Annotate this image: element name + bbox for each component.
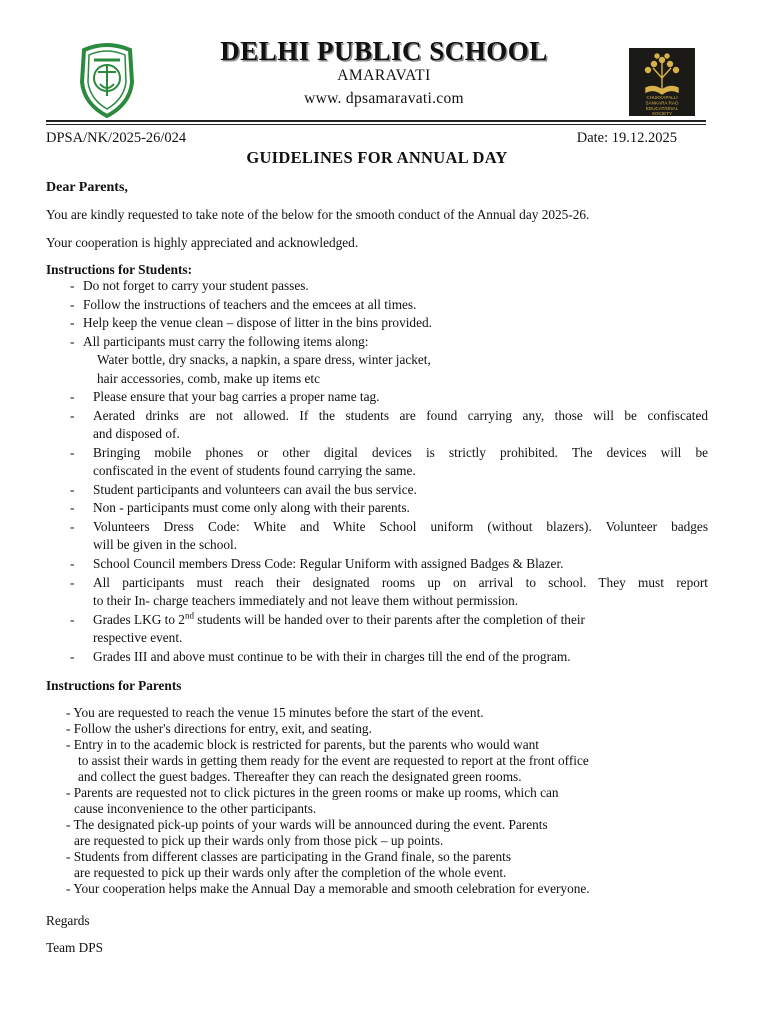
student-instruction: All participants must carry the following items along:	[83, 334, 369, 349]
student-instruction: Volunteers Dress Code: White and White School uniform (without blazers). Volunteer badges	[93, 519, 708, 534]
parent-instruction-continued: and collect the guest badges. Thereafter they can reach the designated green rooms.	[78, 769, 522, 784]
svg-text:SANKARA RAO: SANKARA RAO	[645, 100, 679, 106]
bullet: -	[70, 612, 75, 627]
signature: Team DPS	[46, 940, 104, 955]
student-instruction: School Council members Dress Code: Regular Uniform with assigned Badges & Blazer.	[93, 556, 564, 571]
closing-regards: Regards	[46, 913, 90, 928]
parent-instruction-continued: are requested to pick up their wards only from those pick – up points.	[74, 833, 444, 848]
student-instruction: Help keep the venue clean – dispose of litter in the bins provided.	[83, 315, 432, 330]
header-divider	[46, 120, 706, 122]
superscript-nd: nd	[184, 610, 194, 621]
intro-line: Your cooperation is highly appreciated and acknowledged.	[46, 235, 359, 250]
tree-book-logo-icon	[629, 48, 695, 116]
document-title: GUIDELINES FOR ANNUAL DAY	[246, 148, 508, 167]
bullet: -	[70, 500, 75, 515]
bullet: -	[70, 482, 75, 497]
parent-instruction: - Entry in to the academic block is restricted for parents, but the parents who would want	[66, 737, 540, 752]
grades-lkg-text: Grades LKG to 2nd students will be handed over to their parents after the completion of their	[93, 610, 585, 627]
parent-instruction: - You are requested to reach the venue 15 minutes before the start of the event.	[66, 705, 484, 720]
svg-text:CHUKKAPALLI: CHUKKAPALLI	[646, 95, 678, 100]
student-instruction: Follow the instructions of teachers and the emcees at all times.	[83, 297, 417, 312]
school-city: AMARAVATI	[337, 67, 431, 84]
reference-number: DPSA/NK/2025-26/024	[46, 130, 187, 146]
bullet: -	[70, 556, 75, 571]
bullet: -	[70, 278, 75, 293]
bullet: -	[70, 408, 75, 423]
bullet: -	[70, 315, 75, 330]
school-name: DELHI PUBLIC SCHOOL	[220, 36, 548, 66]
student-instruction-continued: will be given in the school.	[93, 537, 238, 552]
student-instruction: All participants must reach their designated rooms up on arrival to school. They must report	[93, 575, 708, 590]
salutation: Dear Parents,	[46, 180, 128, 195]
svg-text:SOCIETY: SOCIETY	[651, 111, 673, 116]
letter-date: Date: 19.12.2025	[576, 130, 677, 146]
right-logo-caption	[629, 94, 695, 116]
bullet: -	[70, 445, 75, 460]
school-website: www. dpsamaravati.com	[304, 90, 464, 107]
parent-instruction: - Follow the usher's directions for entry, exit, and seating.	[66, 721, 372, 736]
student-instruction: Do not forget to carry your student passes.	[83, 278, 309, 293]
bullet: -	[70, 649, 75, 664]
student-instruction: Please ensure that your bag carries a proper name tag.	[93, 389, 380, 404]
parent-instruction: - Students from different classes are participating in the Grand finale, so the parents	[66, 849, 512, 864]
student-instruction: Aerated drinks are not allowed. If the students are found carrying any, those will be confiscated	[93, 408, 708, 423]
student-instruction	[93, 611, 708, 629]
bullet: -	[70, 297, 75, 312]
student-instruction: Student participants and volunteers can avail the bus service.	[93, 482, 417, 497]
bullet: -	[70, 334, 75, 349]
bullet: -	[70, 519, 75, 534]
intro-line: You are kindly requested to take note of the below for the smooth conduct of the Annual day 2025-26.	[46, 207, 590, 222]
student-instruction-continued: Water bottle, dry snacks, a napkin, a spare dress, winter jacket,	[97, 352, 431, 367]
header-divider-thin	[46, 124, 706, 125]
parent-instruction-continued: are requested to pick up their wards only after the completion of the whole event.	[74, 865, 507, 880]
parent-instruction: - The designated pick-up points of your wards will be announced during the event. Parents	[66, 817, 548, 832]
parent-instruction-continued: to assist their wards in getting them ready for the event are requested to report at the front office	[78, 753, 589, 768]
student-instruction-continued: and disposed of.	[93, 426, 180, 441]
student-instruction: Grades III and above must continue to be with their in charges till the end of the program.	[93, 649, 571, 664]
student-instruction: Non - participants must come only along with their parents.	[93, 500, 410, 515]
parents-heading: Instructions for Parents	[46, 678, 182, 693]
parent-instruction-continued: cause inconvenience to the other participants.	[74, 801, 317, 816]
students-heading: Instructions for Students:	[46, 262, 193, 277]
student-instruction-continued: respective event.	[93, 630, 183, 645]
parent-instruction: - Parents are requested not to click pictures in the green rooms or make up rooms, which can	[66, 785, 559, 800]
student-instruction: Bringing mobile phones or other digital devices is strictly prohibited. The devices will be	[93, 445, 708, 460]
student-instruction-continued: to their In- charge teachers immediately and not leave them without permission.	[93, 593, 519, 608]
student-instruction-continued: hair accessories, comb, make up items etc	[97, 371, 321, 386]
parent-instruction: - Your cooperation helps make the Annual Day a memorable and smooth celebration for everyone.	[66, 881, 590, 896]
bullet: -	[70, 389, 75, 404]
student-instruction-continued: confiscated in the event of students found carrying the same.	[93, 463, 416, 478]
bullet: -	[70, 575, 75, 590]
svg-text:EDUCATIONAL: EDUCATIONAL	[645, 106, 679, 111]
